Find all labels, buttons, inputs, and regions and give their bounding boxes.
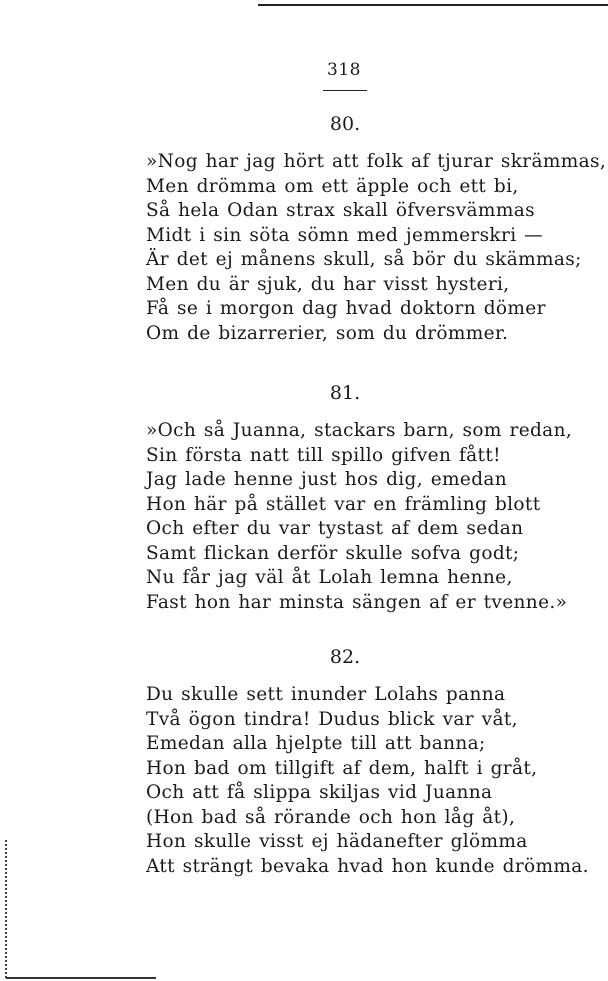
page-edge-top <box>258 4 608 6</box>
page-number: 318 <box>327 60 361 80</box>
verse-line: Men du är sjuk, du har visst hysteri, <box>146 273 510 295</box>
verse-line: Jag lade henne just hos dig, emedan <box>146 469 508 490</box>
page-number-rule <box>323 90 367 91</box>
verse-line: Sin första natt till spillo gifven fått! <box>146 444 501 466</box>
verse-line: (Hon bad så rörande och hon låg åt), <box>146 806 516 828</box>
stanza-number: 82. <box>329 646 361 668</box>
verse-line: Två ögon tindra! Dudus blick var våt, <box>146 708 518 730</box>
verse-line: Emedan alla hjelpte till att banna; <box>146 733 486 754</box>
stanza <box>146 419 572 615</box>
verse-line: Samt flickan derför skulle sofva godt; <box>146 542 520 564</box>
verse-line: Nu får jag väl åt Lolah lemna henne, <box>146 567 513 588</box>
verse-line: Om de bizarrerier, som du drömmer. <box>146 322 509 344</box>
verse-line: Men drömma om ett äpple och ett bi, <box>146 175 519 197</box>
verse-line: Och att få slippa skiljas vid Juanna <box>146 782 493 803</box>
verse-line: Midt i sin söta sömn med jemmerskri — <box>146 224 544 246</box>
page-edge-bottom <box>6 977 156 979</box>
stanza-number: 80. <box>329 113 361 135</box>
verse-line: Hon här på stället var en främling blott <box>146 493 541 515</box>
verse-line: Så hela Odan strax skall öfversvämmas <box>146 200 535 221</box>
verse-line: Hon skulle visst ej hädanefter glömma <box>146 831 528 852</box>
stanza-number: 81. <box>329 382 361 404</box>
verse-line: Att strängt bevaka hvad hon kunde drömma. <box>146 855 589 877</box>
verse-line: Få se i morgon dag hvad doktorn dömer <box>146 298 546 319</box>
stanza <box>146 683 589 879</box>
verse-line: Och efter du var tystast af dem sedan <box>146 518 524 539</box>
page-edge-left <box>5 840 7 978</box>
verse-line: Är det ej månens skull, så bör du skämmas; <box>146 249 582 270</box>
verse-line: Hon bad om tillgift af dem, halft i gråt, <box>146 757 538 779</box>
verse-line: Du skulle sett inunder Lolahs panna <box>146 684 506 705</box>
stanza <box>146 150 606 346</box>
verse-line: Fast hon har minsta sängen af er tvenne.» <box>146 591 568 613</box>
verse-line: »Nog har jag hört att folk af tjurar skrämmas, <box>146 151 607 172</box>
verse-line: »Och så Juanna, stackars barn, som redan, <box>146 420 573 441</box>
